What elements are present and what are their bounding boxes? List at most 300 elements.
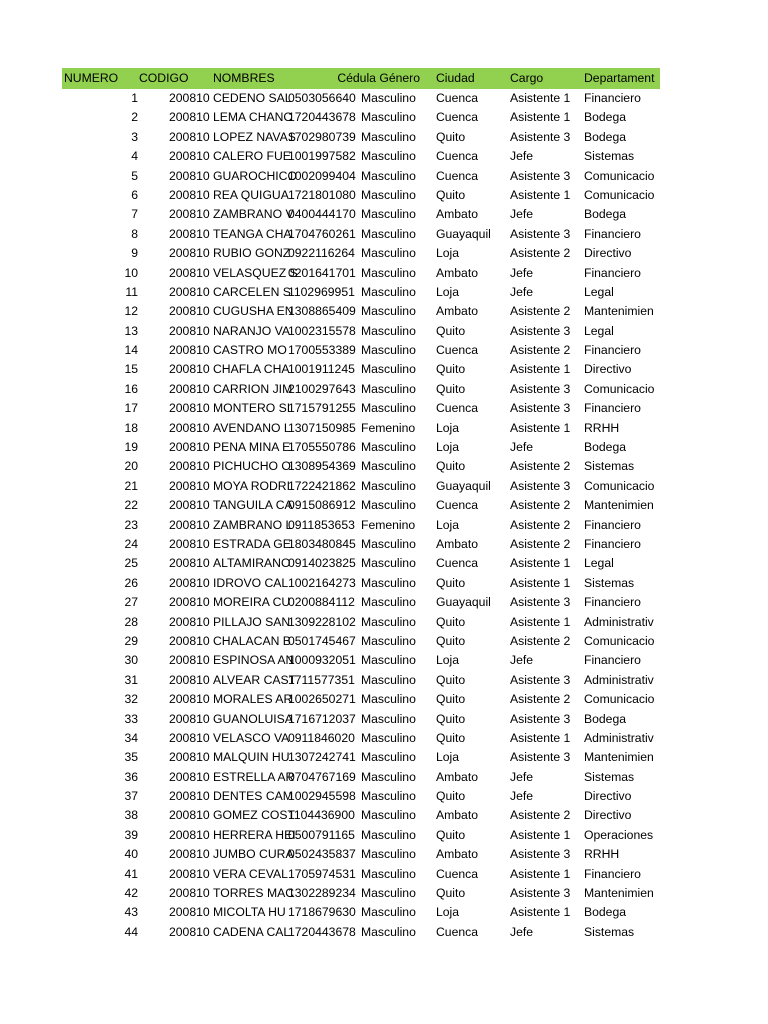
cell-ciudad: Cuenca: [436, 924, 479, 939]
cell-cedula: 0914023825: [288, 556, 356, 571]
table-row: [62, 496, 660, 515]
table-row: [62, 108, 660, 127]
cell-genero: Masculino: [361, 633, 416, 648]
cell-codigo: 200810: [169, 866, 210, 881]
cell-nombres: MOREIRA CU: [213, 595, 291, 610]
cell-ciudad: Quito: [436, 886, 466, 901]
cell-ciudad: Loja: [436, 284, 460, 299]
cell-ciudad: Ambato: [436, 265, 479, 280]
cell-departamento: Mantenimien: [584, 498, 654, 513]
cell-nombres: VELASCO VA: [213, 730, 290, 745]
cell-nombres: ALTAMIRANO: [213, 556, 291, 571]
cell-genero: Masculino: [361, 149, 416, 164]
cell-genero: Masculino: [361, 187, 416, 202]
cell-departamento: Sistemas: [584, 924, 635, 939]
cell-cedula: 1722421862: [288, 478, 356, 493]
cell-cargo: Asistente 2: [510, 517, 571, 532]
cell-departamento: Financiero: [584, 401, 641, 416]
cell-numero: 37: [124, 789, 138, 804]
cell-cedula: 1000932051: [288, 653, 356, 668]
cell-numero: 40: [124, 847, 138, 862]
cell-numero: 1: [131, 91, 138, 105]
cell-ciudad: Loja: [436, 750, 460, 765]
cell-nombres: AVENDANO L: [213, 420, 291, 435]
cell-ciudad: Quito: [436, 711, 466, 726]
cell-numero: 6: [131, 187, 138, 202]
cell-ciudad: Quito: [436, 575, 466, 590]
cell-departamento: Operaciones: [584, 827, 654, 842]
cell-codigo: 200810: [169, 769, 210, 784]
cell-numero: 33: [124, 711, 138, 726]
cell-nombres: NARANJO VA: [213, 323, 290, 338]
cell-ciudad: Guayaquil: [436, 595, 491, 610]
cell-ciudad: Ambato: [436, 847, 479, 862]
cell-cargo: Jefe: [510, 789, 534, 804]
cell-departamento: Administrativ: [584, 614, 654, 629]
cell-numero: 10: [124, 265, 138, 280]
cell-cargo: Jefe: [510, 924, 534, 939]
cell-cargo: Asistente 3: [510, 323, 571, 338]
cell-cargo: Asistente 1: [510, 614, 571, 629]
header-ciudad: Ciudad: [436, 71, 475, 85]
cell-ciudad: Ambato: [436, 769, 479, 784]
cell-nombres: RUBIO GONZ: [213, 246, 291, 261]
cell-cedula: 1104436900: [288, 808, 355, 823]
table-row: [62, 535, 660, 554]
cell-ciudad: Quito: [436, 323, 466, 338]
header-numero: NUMERO: [64, 71, 119, 85]
cell-cedula: 0501745467: [288, 633, 356, 648]
table-row: [62, 690, 660, 709]
cell-codigo: 200810: [169, 808, 210, 823]
cell-cargo: Asistente 2: [510, 498, 571, 513]
cell-cedula: 1001997582: [288, 149, 356, 164]
cell-ciudad: Cuenca: [436, 149, 479, 164]
cell-cargo: Asistente 1: [510, 730, 571, 745]
cell-nombres: TORRES MAC: [213, 886, 295, 901]
cell-cargo: Asistente 2: [510, 304, 571, 319]
cell-nombres: PICHUCHO O: [213, 459, 291, 474]
cell-nombres: MORALES AR: [213, 692, 293, 707]
cell-nombres: ZAMBRANO V: [213, 207, 294, 222]
table-row: [62, 186, 660, 205]
cell-ciudad: Quito: [436, 730, 466, 745]
table-row: [62, 884, 660, 903]
cell-departamento: Administrativ: [584, 730, 654, 745]
cell-genero: Masculino: [361, 343, 416, 358]
cell-numero: 14: [124, 343, 138, 358]
table-row: [62, 574, 660, 593]
cell-genero: Masculino: [361, 323, 416, 338]
cell-genero: Masculino: [361, 478, 416, 493]
cell-cargo: Asistente 3: [510, 168, 571, 183]
cell-genero: Masculino: [361, 905, 416, 920]
cell-genero: Masculino: [361, 226, 416, 241]
cell-cedula: 1700553389: [288, 343, 356, 358]
cell-cedula: 1711577351: [288, 672, 355, 687]
cell-cargo: Asistente 1: [510, 110, 571, 125]
cell-nombres: CADENA CAL: [213, 924, 291, 939]
cell-numero: 21: [124, 478, 138, 493]
cell-ciudad: Cuenca: [436, 866, 479, 881]
cell-numero: 24: [124, 536, 138, 551]
cell-genero: Masculino: [361, 847, 416, 862]
cell-codigo: 200810: [169, 420, 210, 435]
cell-nombres: ESTRADA GE: [213, 536, 291, 551]
cell-numero: 32: [124, 692, 138, 707]
cell-genero: Masculino: [361, 789, 416, 804]
cell-codigo: 200810: [169, 381, 210, 396]
cell-cedula: 0400444170: [288, 207, 356, 222]
cell-cargo: Asistente 3: [510, 672, 571, 687]
cell-genero: Masculino: [361, 265, 416, 280]
cell-nombres: MALQUIN HU: [213, 750, 290, 765]
cell-departamento: Financiero: [584, 517, 641, 532]
table-row: [62, 748, 660, 767]
cell-nombres: CARRION JIM: [213, 381, 293, 396]
cell-ciudad: Loja: [436, 246, 460, 261]
table-row: [62, 205, 660, 224]
cell-cargo: Asistente 1: [510, 362, 571, 377]
table-row: [62, 806, 660, 825]
cell-nombres: CHAFLA CHA: [213, 362, 290, 377]
cell-cedula: 1308954369: [288, 459, 356, 474]
cell-departamento: Legal: [584, 323, 614, 338]
cell-codigo: 200810: [169, 401, 210, 416]
cell-departamento: Directivo: [584, 808, 632, 823]
table-row: [62, 283, 660, 302]
cell-nombres: PILLAJO SAN: [213, 614, 291, 629]
cell-codigo: 200810: [169, 633, 210, 648]
cell-cedula: 1718679630: [288, 905, 356, 920]
cell-cargo: Asistente 2: [510, 808, 571, 823]
cell-cargo: Asistente 3: [510, 886, 571, 901]
cell-departamento: Financiero: [584, 265, 641, 280]
cell-genero: Masculino: [361, 129, 416, 144]
cell-codigo: 200810: [169, 517, 210, 532]
cell-nombres: TEANGA CHA: [213, 226, 292, 241]
cell-numero: 42: [124, 886, 138, 901]
cell-departamento: Sistemas: [584, 149, 635, 164]
cell-numero: 17: [124, 401, 138, 416]
cell-nombres: TANGUILA CA: [213, 498, 293, 513]
table-row: [62, 903, 660, 922]
cell-cargo: Asistente 1: [510, 91, 571, 105]
cell-numero: 2: [131, 110, 138, 125]
cell-nombres: ALVEAR CAST: [213, 672, 297, 687]
cell-numero: 5: [131, 168, 138, 183]
cell-cedula: 1308865409: [288, 304, 356, 319]
cell-departamento: Mantenimien: [584, 750, 654, 765]
cell-numero: 18: [124, 420, 138, 435]
cell-departamento: Legal: [584, 556, 614, 571]
cell-departamento: Financiero: [584, 343, 641, 358]
cell-ciudad: Quito: [436, 827, 466, 842]
cell-genero: Masculino: [361, 595, 416, 610]
cell-cargo: Asistente 3: [510, 401, 571, 416]
cell-genero: Masculino: [361, 692, 416, 707]
cell-codigo: 200810: [169, 362, 210, 377]
cell-cargo: Asistente 2: [510, 633, 571, 648]
cell-cargo: Asistente 1: [510, 866, 571, 881]
cell-departamento: Bodega: [584, 711, 627, 726]
cell-nombres: GUANOLUISA: [213, 711, 293, 726]
cell-cedula: 1715791255: [288, 401, 356, 416]
cell-cedula: 1102969951: [288, 284, 355, 299]
cell-nombres: ESTRELLA AR: [213, 769, 295, 784]
cell-cargo: Asistente 2: [510, 343, 571, 358]
cell-departamento: Bodega: [584, 129, 627, 144]
cell-codigo: 200810: [169, 536, 210, 551]
cell-codigo: 200810: [169, 672, 210, 687]
cell-ciudad: Loja: [436, 517, 460, 532]
cell-genero: Masculino: [361, 827, 416, 842]
cell-codigo: 200810: [169, 440, 210, 455]
cell-nombres: MONTERO SI: [213, 401, 291, 416]
cell-codigo: 200810: [169, 556, 210, 571]
cell-codigo: 200810: [169, 924, 210, 939]
cell-numero: 43: [124, 905, 138, 920]
cell-cedula: 1001911245: [288, 362, 355, 377]
cell-departamento: Financiero: [584, 91, 641, 105]
cell-nombres: CALERO FUE: [213, 149, 291, 164]
cell-genero: Masculino: [361, 91, 416, 105]
cell-codigo: 200810: [169, 905, 210, 920]
cell-codigo: 200810: [169, 730, 210, 745]
cell-nombres: JUMBO CURA: [213, 847, 294, 862]
table-row: [62, 147, 660, 166]
cell-departamento: Legal: [584, 284, 614, 299]
header-nombres: NOMBRES: [213, 71, 275, 85]
cell-departamento: Sistemas: [584, 769, 635, 784]
cell-numero: 23: [124, 517, 138, 532]
cell-genero: Masculino: [361, 711, 416, 726]
cell-cargo: Asistente 1: [510, 905, 571, 920]
table-row: [62, 438, 660, 457]
cell-genero: Masculino: [361, 653, 416, 668]
cell-ciudad: Ambato: [436, 808, 479, 823]
table-row: [62, 826, 660, 845]
cell-departamento: Financiero: [584, 226, 641, 241]
cell-cedula: 1002650271: [288, 692, 356, 707]
cell-cedula: 0915086912: [288, 498, 356, 513]
cell-codigo: 200810: [169, 168, 210, 183]
table-row: [62, 225, 660, 244]
table-body: [62, 89, 660, 942]
cell-numero: 26: [124, 575, 138, 590]
cell-nombres: CARCELEN S: [213, 284, 291, 299]
cell-codigo: 200810: [169, 459, 210, 474]
cell-genero: Masculino: [361, 808, 416, 823]
cell-nombres: CHALACAN B: [213, 633, 291, 648]
cell-cedula: 0704767169: [288, 769, 356, 784]
table-row: [62, 360, 660, 379]
cell-cargo: Jefe: [510, 284, 534, 299]
cell-numero: 35: [124, 750, 138, 765]
cell-cedula: 1720443678: [288, 924, 356, 939]
cell-numero: 30: [124, 653, 138, 668]
cell-numero: 34: [124, 730, 138, 745]
cell-ciudad: Ambato: [436, 536, 479, 551]
cell-codigo: 200810: [169, 886, 210, 901]
cell-genero: Masculino: [361, 750, 416, 765]
cell-departamento: Comunicacio: [584, 381, 655, 396]
cell-numero: 8: [131, 226, 138, 241]
cell-cedula: 1705550786: [288, 440, 356, 455]
cell-genero: Masculino: [361, 672, 416, 687]
cell-codigo: 200810: [169, 789, 210, 804]
cell-cargo: Jefe: [510, 440, 534, 455]
table-row: [62, 651, 660, 670]
cell-genero: Masculino: [361, 207, 416, 222]
cell-ciudad: Loja: [436, 653, 460, 668]
table-row: [62, 244, 660, 263]
cell-nombres: DENTES CAM: [213, 789, 293, 804]
cell-cargo: Asistente 3: [510, 711, 571, 726]
cell-ciudad: Loja: [436, 420, 460, 435]
cell-cargo: Asistente 3: [510, 226, 571, 241]
cell-genero: Masculino: [361, 362, 416, 377]
cell-genero: Masculino: [361, 498, 416, 513]
header-cedula-genero: Cédula Género: [337, 71, 420, 85]
table-row: [62, 341, 660, 360]
cell-genero: Masculino: [361, 401, 416, 416]
cell-numero: 9: [131, 246, 138, 261]
cell-departamento: Comunicacio: [584, 692, 655, 707]
table-row: [62, 128, 660, 147]
cell-ciudad: Quito: [436, 614, 466, 629]
cell-departamento: Sistemas: [584, 575, 635, 590]
cell-nombres: HERRERA HEI: [213, 827, 296, 842]
table-row: [62, 729, 660, 748]
table-row: [62, 89, 660, 108]
cell-codigo: 200810: [169, 246, 210, 261]
cell-nombres: CEDENO SAL: [213, 91, 292, 105]
cell-numero: 31: [124, 672, 138, 687]
cell-ciudad: Loja: [436, 440, 460, 455]
cell-ciudad: Cuenca: [436, 168, 479, 183]
cell-genero: Masculino: [361, 168, 416, 183]
cell-cedula: 1716712037: [288, 711, 356, 726]
cell-numero: 4: [131, 149, 138, 164]
cell-genero: Femenino: [361, 517, 416, 532]
cell-cargo: Asistente 3: [510, 750, 571, 765]
cell-ciudad: Cuenca: [436, 401, 479, 416]
cell-genero: Masculino: [361, 459, 416, 474]
cell-codigo: 200810: [169, 575, 210, 590]
cell-cedula: 1002099404: [288, 168, 356, 183]
cell-codigo: 200810: [169, 265, 210, 280]
cell-codigo: 200810: [169, 827, 210, 842]
cell-numero: 36: [124, 769, 138, 784]
cell-cargo: Jefe: [510, 149, 534, 164]
cell-genero: Masculino: [361, 556, 416, 571]
cell-departamento: Financiero: [584, 866, 641, 881]
table-row: [62, 671, 660, 690]
cell-codigo: 200810: [169, 595, 210, 610]
cell-cargo: Asistente 1: [510, 575, 571, 590]
cell-genero: Masculino: [361, 284, 416, 299]
header-codigo: CODIGO: [139, 71, 189, 85]
cell-ciudad: Guayaquil: [436, 478, 491, 493]
cell-nombres: IDROVO CAL: [213, 575, 289, 590]
cell-ciudad: Ambato: [436, 207, 479, 222]
cell-cedula: 1702980739: [288, 129, 356, 144]
cell-cedula: 1002164273: [288, 575, 356, 590]
cell-nombres: LEMA CHANC: [213, 110, 293, 125]
cell-numero: 11: [125, 284, 138, 299]
cell-codigo: 200810: [169, 711, 210, 726]
cell-departamento: Directivo: [584, 246, 632, 261]
cell-ciudad: Cuenca: [436, 343, 479, 358]
cell-numero: 28: [124, 614, 138, 629]
table-row: [62, 399, 660, 418]
cell-cargo: Jefe: [510, 265, 534, 280]
cell-departamento: Administrativ: [584, 672, 654, 687]
cell-codigo: 200810: [169, 692, 210, 707]
cell-cedula: 0200884112: [288, 595, 355, 610]
cell-genero: Masculino: [361, 381, 416, 396]
cell-nombres: GUAROCHICO: [213, 168, 297, 183]
cell-genero: Masculino: [361, 575, 416, 590]
cell-cargo: Asistente 3: [510, 847, 571, 862]
cell-nombres: VERA CEVAL: [213, 866, 288, 881]
cell-nombres: ESPINOSA AN: [213, 653, 295, 668]
cell-cargo: Asistente 3: [510, 381, 571, 396]
cell-departamento: Directivo: [584, 789, 632, 804]
cell-cedula: 1307242741: [288, 750, 356, 765]
cell-cargo: Asistente 2: [510, 459, 571, 474]
cell-numero: 12: [124, 304, 138, 319]
cell-numero: 15: [124, 362, 138, 377]
cell-genero: Masculino: [361, 886, 416, 901]
cell-ciudad: Quito: [436, 692, 466, 707]
table-row: [62, 380, 660, 399]
cell-cargo: Asistente 1: [510, 556, 571, 571]
table-row: [62, 167, 660, 186]
table-row: [62, 865, 660, 884]
cell-departamento: Financiero: [584, 653, 641, 668]
cell-nombres: GOMEZ COST: [213, 808, 295, 823]
cell-cargo: Asistente 3: [510, 478, 571, 493]
cell-codigo: 200810: [169, 129, 210, 144]
cell-genero: Masculino: [361, 614, 416, 629]
cell-nombres: LOPEZ NAVAS: [213, 129, 296, 144]
cell-departamento: Mantenimien: [584, 304, 654, 319]
table-row: [62, 554, 660, 573]
cell-ciudad: Quito: [436, 129, 466, 144]
cell-nombres: REA QUIGUA: [213, 187, 289, 202]
table-row: [62, 322, 660, 341]
cell-numero: 13: [124, 323, 138, 338]
cell-ciudad: Quito: [436, 459, 466, 474]
cell-cargo: Asistente 1: [510, 420, 571, 435]
cell-codigo: 200810: [169, 149, 210, 164]
table-row: [62, 593, 660, 612]
cell-genero: Masculino: [361, 440, 416, 455]
cell-departamento: Comunicacio: [584, 478, 655, 493]
cell-nombres: VELASQUEZ S: [213, 265, 298, 280]
cell-nombres: CUGUSHA EN: [213, 304, 294, 319]
cell-cedula: 1704760261: [288, 226, 356, 241]
cell-ciudad: Ambato: [436, 304, 479, 319]
table-row: [62, 923, 660, 942]
cell-genero: Masculino: [361, 304, 416, 319]
cell-departamento: Comunicacio: [584, 168, 655, 183]
header-cargo: Cargo: [510, 71, 544, 85]
table-row: [62, 845, 660, 864]
cell-numero: 20: [124, 459, 138, 474]
